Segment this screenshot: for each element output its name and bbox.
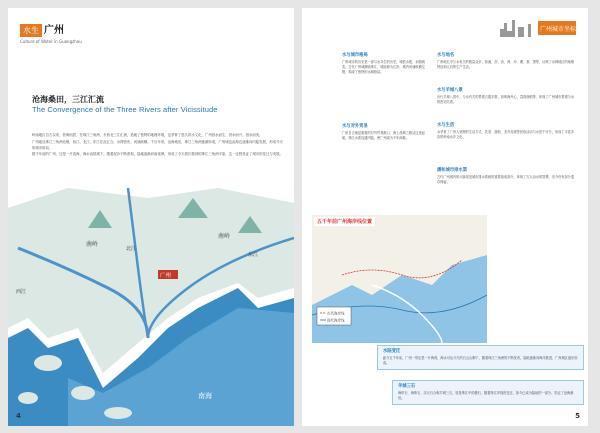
brand-highlight: 水生 xyxy=(20,24,42,37)
label-nanling-1: 南岭 xyxy=(86,241,99,248)
intro-paragraph: 数千年前的广州，还是一片浅海，海水直抵城下。随着泥沙不断淤积，陆地逐渐向南延伸，形成了今天我们看到的珠江三角洲平原，这一过程见证了城市的变迁与发展。 xyxy=(32,152,283,157)
info-box-title: 水与羊城八景 xyxy=(437,88,463,93)
city-skyline-icon xyxy=(498,17,578,39)
brand-city: 广州 xyxy=(44,25,64,36)
island xyxy=(71,386,95,400)
island xyxy=(104,407,132,419)
legend-modern: 现代海岸线 xyxy=(327,318,345,323)
legend-ancient: 古代海岸线 xyxy=(327,311,345,316)
info-box xyxy=(342,124,426,141)
coastline-map-graphic xyxy=(312,215,487,343)
label-guangzhou: 广州 xyxy=(160,273,172,279)
coastline-map-title: 五千年前广州海岸线位置 xyxy=(314,217,375,226)
label-nanling-2: 南岭 xyxy=(218,233,231,240)
island xyxy=(34,355,62,371)
info-box-text: 水孕育了广州人独特的生活方式，饮茶、游船、龙舟竞渡等民俗活动与水密不可分，形成了丰富多彩的岭南水乡文化。 xyxy=(437,130,575,139)
label-beijiang: 北江 xyxy=(126,246,137,252)
note-box-title: 水陆变迁 xyxy=(383,349,401,354)
page-number-right: 5 xyxy=(575,412,580,420)
label-dongjiang: 东江 xyxy=(248,252,259,258)
info-box-title: 水与生活 xyxy=(437,123,455,128)
page-number-left: 4 xyxy=(16,412,21,420)
info-box xyxy=(437,53,577,70)
island xyxy=(18,392,38,404)
info-box-title: 水与地名 xyxy=(437,53,455,58)
label-nanhai: 南海 xyxy=(198,392,212,400)
brand-header xyxy=(20,18,82,44)
left-page xyxy=(8,8,294,426)
illustrated-map xyxy=(8,188,294,426)
right-page xyxy=(302,8,588,426)
coastline-map xyxy=(312,215,487,343)
section-title-en: The Convergence of the Three Rivers after Vicissitude xyxy=(32,105,218,114)
deco-label: 广州城市坐标 xyxy=(540,26,577,33)
info-box-title: 水与城市格局 xyxy=(342,53,368,58)
info-box-title: 水与对外贸易 xyxy=(342,124,368,129)
intro-text xyxy=(32,133,284,159)
note-box-title: 羊城三石 xyxy=(398,384,416,389)
intro-paragraph: 岭南地区自古以来，依海而居，在珠江三角洲，东西北三江汇流，造就了独特的地理环境，也孕育了悠久的水文化，广州因水而生、因水而兴、因水而美。 xyxy=(32,133,263,137)
label-xijiang: 西江 xyxy=(16,289,27,295)
info-box-title: 潘和城市排水渠 xyxy=(437,168,468,173)
info-box xyxy=(437,123,577,140)
note-box xyxy=(392,380,584,405)
section-title-cn: 沧海桑田，三江汇流 xyxy=(32,95,104,104)
note-box xyxy=(377,345,584,370)
info-box xyxy=(437,88,577,105)
info-box-text: 古代广州城内的六脉渠是城市排水系统的重要组成部分，体现了古人治水的智慧，至今仍有部分遗存保留。 xyxy=(437,175,575,184)
info-box-text: 广州地名中与水有关的数量众多，如涌、滘、沥、洲、冲、塘、基、围等，反映了水网地区的地理特征和人们的生产生活。 xyxy=(437,60,575,69)
intro-paragraph: 广州地处珠江三角洲北缘，西江、北江、东江在此汇合，水网密布，河涌纵横。千百年来，沧海桑田，珠江三角洲逐渐形成，广州城也由海边逐渐向内陆发展，形成今天的城市格局。 xyxy=(32,139,283,150)
info-box-text: 广州城市的历史是一部与水共生的历史，城依水建，水随城变。古代广州城濒临珠江，城南即为江岸，城内河涌纵横交错，构成了独特的水城格局。 xyxy=(342,60,425,74)
info-box-text: 历代羊城八景中，与水有关的景观占据多数，如珠海丹心、荔湾渔唱等，体现了广州城市景观与水的密切关系。 xyxy=(437,95,575,104)
brand-subtitle: Culture of Water in Guangzhou xyxy=(20,39,82,44)
note-box-text: 距今五千年前，广州一带还是一片海湾，海水可达今天的白云山脚下，随着珠江三角洲的不断发育，陆地逐渐向海洋推进，广州城区逐步形成。 xyxy=(383,356,578,365)
note-box-text: 海印石、海珠石、浮丘石合称羊城三石，原是珠江中的礁石，随着珠江岸线的变迁，如今已成为陆地的一部分，见证了沧海桑田。 xyxy=(398,391,574,400)
info-box-text: 广州自古就是重要的对外贸易港口，海上丝绸之路从这里起航，珠江水系连通内陆，使广州成为千年商都。 xyxy=(342,131,425,140)
info-box xyxy=(342,53,426,75)
info-box xyxy=(437,168,577,185)
